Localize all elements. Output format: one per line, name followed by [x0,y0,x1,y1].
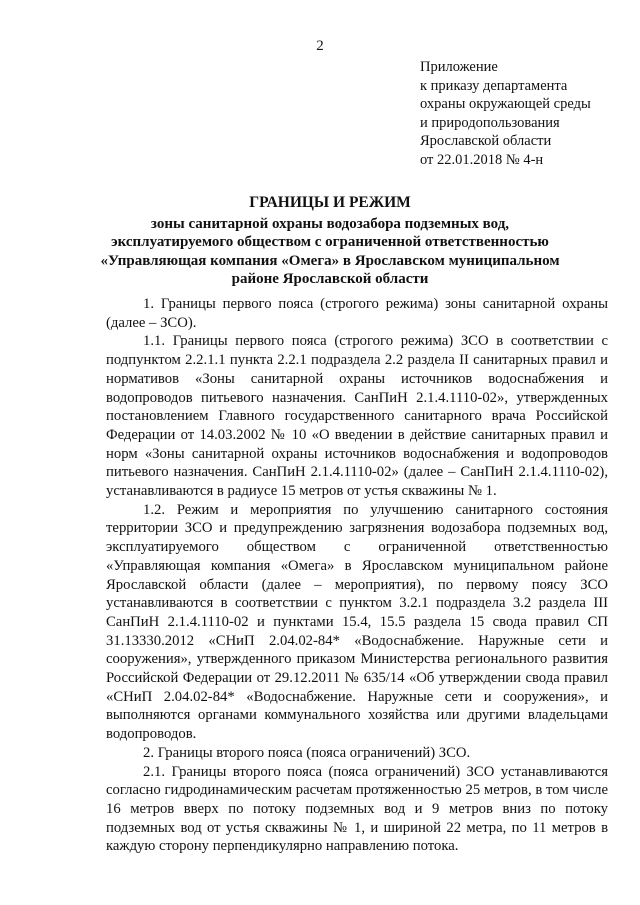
paragraph-1-1: 1.1. Границы первого пояса (строгого режима) ЗСО в соответствии с подпунктом 2.2.1.1 пункта 2.2.1 подраздела 2.2 раздела II санитарных правил и нормативов «Зоны санитарной охраны источников водоснабжения и водопроводов питьевого назначения. СанПиН 2.1.4.1110-02», утвержденных постановлением Главного государственного санитарного врача Российской Федерации от 14.03.2002 № 10 «О введении в действие санитарных правил и норм «Зоны санитарной охраны источников водоснабжения и водопроводов питьевого назначения. СанПиН 2.1.4.1110-02» (далее – СанПиН 2.1.4.1110-02), устанавливаются в радиусе 15 метров от устья скважины № 1. [106,333,608,500]
appendix-line: Ярославской области [420,133,552,150]
appendix-line: охраны окружающей среды [420,96,591,113]
appendix-line: к приказу департамента [420,77,568,94]
page-number: 2 [316,38,324,54]
title-heading: ГРАНИЦЫ И РЕЖИМ [249,194,411,211]
appendix-block [420,58,630,170]
document-title [60,194,600,289]
title-line: зоны санитарной охраны водозабора подземных вод, [150,215,510,232]
title-line: «Управляющая компания «Омега» в Ярославском муниципальном [100,252,560,269]
paragraph-1: 1. Границы первого пояса (строгого режима) зоны санитарной охраны (далее – ЗСО). [106,296,608,331]
title-line: эксплуатируемого обществом с ограниченной ответственностью [111,234,549,251]
title-line: районе Ярославской области [231,271,429,288]
appendix-line: от 22.01.2018 № 4-н [420,151,544,168]
appendix-line: Приложение [420,59,498,75]
appendix-line: и природопользования [420,114,560,131]
paragraph-2: 2. Границы второго пояса (пояса ограничений) ЗСО. [143,744,471,761]
paragraph-1-2: 1.2. Режим и мероприятия по улучшению санитарного состояния территории ЗСО и предупреждению загрязнения водозабора подземных вод, эксплуатируемого обществом с ограниченной ответственностью «Управляющая компания «Омега» в Ярославском муниципальном районе Ярославской области (далее – мероприятия), по первому поясу ЗСО устанавливаются в соответствии с пунктом 3.2.1 подраздела 3.2 раздела III СанПиН 2.1.4.1110-02 и пунктами 15.4, 15.5 раздела 15 свода правил СП 31.13330.2012 «СНиП 2.04.02-84* «Водоснабжение. Наружные сети и сооружения», утвержденного приказом Министерства регионального развития Российской Федерации от 29.12.2011 № 635/14 «Об утверждении свода правил «СНиП 2.04.02-84* «Водоснабжение. Наружные сети и сооружения», и выполняются органами коммунального хозяйства или другими владельцами водопроводов. [106,501,608,743]
document-body [106,295,608,856]
paragraph-2-1: 2.1. Границы второго пояса (пояса ограничений) ЗСО устанавливаются согласно гидродинамическим расчетам протяженностью 25 метров, в том числе 16 метров вверх по потоку подземных вод и 9 метров вниз по потоку подземных вод от устья скважины № 1, и шириной 22 метра, по 11 метров в каждую сторону перпендикулярно направлению потока. [106,763,608,855]
